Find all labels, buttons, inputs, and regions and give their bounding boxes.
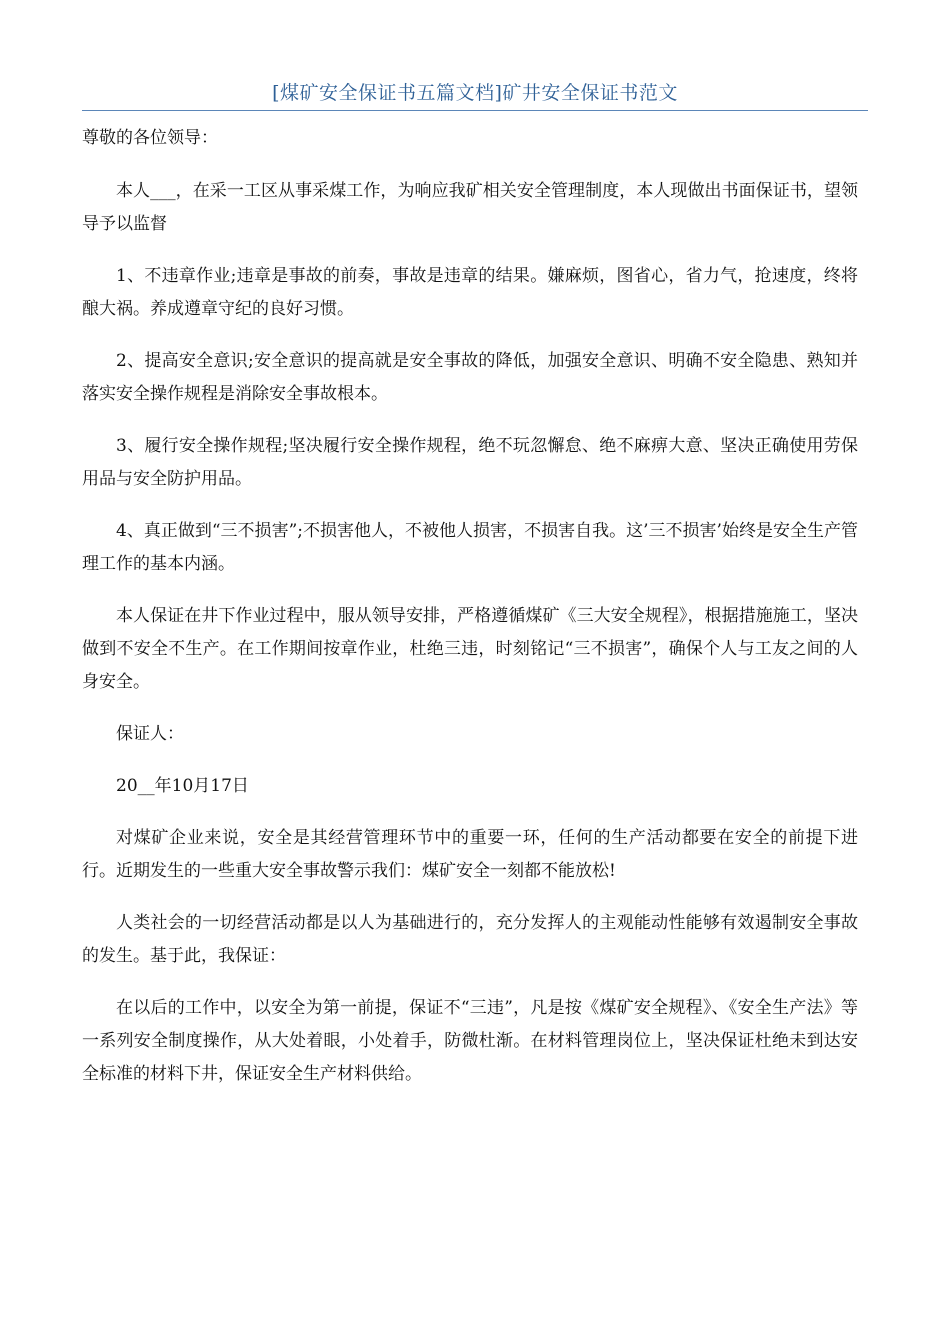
paragraph-human-factor: 人类社会的一切经营活动都是以人为基础进行的，充分发挥人的主观能动性能够有效遏制安全事故的发生。基于此，我保证：: [82, 913, 858, 966]
paragraph-pledge: 本人保证在井下作业过程中，服从领导安排，严格遵循煤矿《三大安全规程》，根据措施施工，坚决做到不安全不生产。在工作期间按章作业，杜绝三违，时刻铭记“三不损害”，确保个人与工友之间的人身安全。: [82, 606, 858, 692]
document-header: [82, 80, 868, 111]
date-line: 20__年10月17日: [116, 776, 249, 796]
document-body: [82, 122, 858, 1110]
paragraph-item-2: 2、提高安全意识;安全意识的提高就是安全事故的降低，加强安全意识、明确不安全隐患、熟知并落实安全操作规程是消除安全事故根本。: [82, 351, 858, 404]
paragraph-item-3: 3、履行安全操作规程;坚决履行安全操作规程，绝不玩忽懈怠、绝不麻痹大意、坚决正确使用劳保用品与安全防护用品。: [82, 436, 858, 489]
paragraph-safety-importance: 对煤矿企业来说，安全是其经营管理环节中的重要一环，任何的生产活动都要在安全的前提下进行。近期发生的一些重大安全事故警示我们：煤矿安全一刻都不能放松!: [82, 828, 858, 881]
paragraph-item-1: 1、不违章作业;违章是事故的前奏，事故是违章的结果。嫌麻烦，图省心，省力气，抢速度，终将酿大祸。养成遵章守纪的良好习惯。: [82, 266, 858, 319]
paragraph-intro: 本人___，在采一工区从事采煤工作，为响应我矿相关安全管理制度，本人现做出书面保证书，望领导予以监督: [82, 181, 858, 234]
document-title: [煤矿安全保证书五篇文档]矿井安全保证书范文: [272, 82, 678, 104]
guarantor-label: 保证人：: [116, 724, 184, 744]
paragraph-commitment: 在以后的工作中，以安全为第一前提，保证不“三违”，凡是按《煤矿安全规程》、《安全生产法》等一系列安全制度操作，从大处着眼，小处着手，防微杜渐。在材料管理岗位上，坚决保证杜绝未到达安全标准的材料下井，保证安全生产材料供给。: [82, 998, 858, 1084]
salutation: 尊敬的各位领导：: [82, 128, 218, 148]
paragraph-item-4: 4、真正做到“三不损害”;不损害他人，不被他人损害，不损害自我。这’三不损害’始终是安全生产管理工作的基本内涵。: [82, 521, 858, 574]
